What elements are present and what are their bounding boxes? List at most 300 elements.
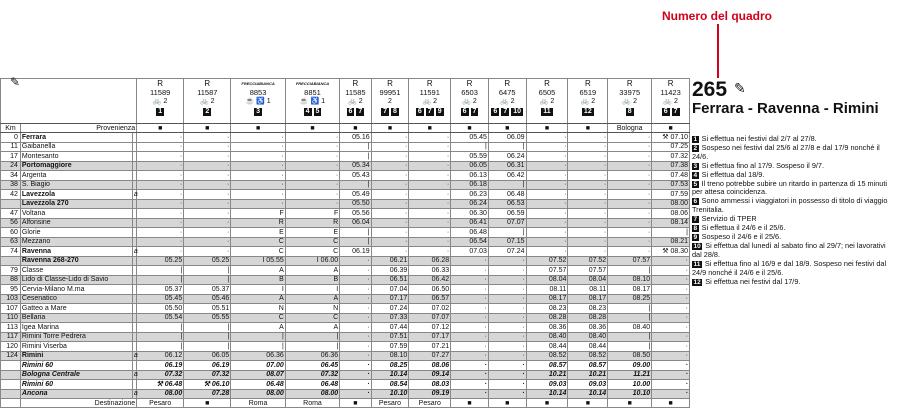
time-cell: ·: [608, 171, 652, 181]
timetable-row: [1, 247, 690, 257]
dest-km-cell: [1, 399, 21, 408]
station-name: Ferrara: [20, 133, 132, 143]
km-cell: 56: [1, 218, 21, 228]
time-cell: |: [608, 332, 652, 342]
time-cell: ·: [526, 152, 568, 162]
note-text: Si effettua dal 18/9.: [701, 169, 765, 179]
time-cell: ·: [652, 266, 690, 276]
time-cell: F: [285, 209, 339, 219]
time-cell: 07.32: [285, 370, 339, 380]
destinazione-cell: Roma: [285, 399, 339, 408]
note-number-box: 10: [693, 242, 701, 250]
time-cell: I 05.55: [231, 256, 285, 266]
regionale-icon: R: [667, 79, 674, 88]
time-cell: 07.02: [409, 304, 451, 314]
time-cell: ·: [409, 190, 451, 200]
timetable-row: [1, 237, 690, 247]
time-cell: 08.03: [409, 380, 451, 390]
time-cell: 07.03: [451, 247, 489, 257]
time-cell: ·: [409, 180, 451, 190]
time-cell: 07.59: [652, 190, 690, 200]
time-cell: 06.24: [451, 199, 489, 209]
time-cell: C: [285, 247, 339, 257]
regionale-icon: R: [204, 79, 211, 88]
time-cell: ·: [340, 332, 371, 342]
time-cell: 08.00: [137, 389, 184, 399]
callout-pointer: [717, 24, 719, 78]
time-cell: ·: [371, 180, 409, 190]
time-cell: ·: [451, 294, 489, 304]
time-cell: ·: [340, 361, 371, 371]
time-cell: 09.00: [608, 361, 652, 371]
time-cell: 05.34: [340, 161, 371, 171]
time-cell: ·: [137, 237, 184, 247]
timetable-row: [1, 171, 690, 181]
time-cell: ·: [652, 370, 690, 380]
provenienza-cell: ■: [526, 124, 568, 133]
time-cell: |: [340, 237, 371, 247]
station-name: Rimini: [20, 351, 132, 361]
arrival-flag: a: [133, 352, 138, 360]
time-cell: ·: [652, 294, 690, 304]
timetable-row: [1, 304, 690, 314]
time-cell: ·: [451, 332, 489, 342]
time-cell: ·: [488, 389, 526, 399]
time-cell: ·: [409, 142, 451, 152]
km-cell: 0: [1, 133, 21, 143]
train-note-boxes: [661, 106, 681, 115]
time-cell: ·: [451, 256, 489, 266]
note-item: [692, 180, 892, 198]
station-name: Mezzano: [20, 237, 132, 247]
time-cell: 06.53: [488, 199, 526, 209]
note-ref-box: 8: [392, 108, 397, 115]
km-header: Km: [1, 124, 21, 133]
time-cell: 10.10: [608, 389, 652, 399]
station-name: Lido di Classe-Lido di Savio: [20, 275, 132, 285]
note-item: [692, 144, 892, 162]
time-cell: 06.36: [231, 351, 285, 361]
time-cell: ·: [409, 199, 451, 209]
train-services-icons: 🚲 2: [499, 98, 515, 105]
note-ref-box: 12: [583, 108, 592, 115]
time-cell: 08.17: [568, 294, 608, 304]
station-name: Bellaria: [20, 313, 132, 323]
time-cell: 08.25: [608, 294, 652, 304]
time-cell: 06.21: [371, 256, 409, 266]
time-cell: ·: [231, 199, 285, 209]
time-cell: A: [285, 266, 339, 276]
time-cell: 06.39: [371, 266, 409, 276]
station-name: Ravenna: [20, 247, 132, 257]
time-cell: ·: [488, 313, 526, 323]
time-cell: 05.46: [184, 294, 231, 304]
time-cell: 06.12: [137, 351, 184, 361]
timetable-row: [1, 142, 690, 152]
time-cell: R: [231, 218, 285, 228]
time-cell: 06.19: [340, 247, 371, 257]
time-cell: 08.44: [526, 342, 568, 352]
time-cell: ·: [137, 199, 184, 209]
km-cell: 47: [1, 209, 21, 219]
time-cell: ·: [285, 171, 339, 181]
time-cell: ·: [451, 342, 489, 352]
time-cell: ·: [451, 313, 489, 323]
time-cell: I: [231, 285, 285, 295]
time-cell: 07.33: [371, 313, 409, 323]
time-cell: 08.25: [371, 361, 409, 371]
station-name: Bologna Centrale: [20, 370, 132, 380]
provenienza-row: [1, 124, 690, 133]
provenienza-cell: ■: [137, 124, 184, 133]
km-cell: 34: [1, 171, 21, 181]
time-cell: ·: [137, 247, 184, 257]
time-cell: ·: [184, 190, 231, 200]
note-text: Si effettua nei festivi dal 2/7 al 27/8.: [701, 134, 817, 143]
time-cell: ·: [285, 133, 339, 143]
notes-list: [692, 135, 892, 286]
note-text: Si effettua fino al 16/9 e dal 18/9. Sospeso nei festivi dal 24/9 nonché il 24/6 e il 25/6.: [692, 258, 887, 277]
time-cell: ·: [568, 142, 608, 152]
train-note-boxes: [380, 106, 400, 115]
time-cell: ·: [526, 237, 568, 247]
time-cell: 06.41: [451, 218, 489, 228]
note-ref-box: 6: [493, 108, 498, 115]
time-cell: ·: [409, 161, 451, 171]
destinazione-cell: ■: [608, 399, 652, 408]
km-cell: 63: [1, 237, 21, 247]
time-cell: 08.14: [652, 218, 690, 228]
time-cell: ·: [526, 171, 568, 181]
train-header-cell: [231, 79, 285, 124]
time-cell: N: [231, 304, 285, 314]
time-cell: ·: [340, 351, 371, 361]
note-number-box: 11: [693, 260, 701, 268]
time-cell: ·: [340, 294, 371, 304]
time-cell: ·: [285, 142, 339, 152]
time-cell: ·: [451, 361, 489, 371]
time-cell: |: [488, 180, 526, 190]
time-cell: 08.10: [608, 275, 652, 285]
time-cell: 10.14: [526, 389, 568, 399]
time-cell: |: [451, 142, 489, 152]
time-cell: ⚒ 08.30: [652, 247, 690, 257]
header-logo-cell: [1, 75, 137, 124]
time-cell: ·: [488, 361, 526, 371]
time-cell: C: [285, 237, 339, 247]
time-cell: ·: [285, 161, 339, 171]
regionale-icon: R: [584, 79, 591, 88]
time-cell: 07.38: [652, 161, 690, 171]
time-cell: 06.54: [451, 237, 489, 247]
time-cell: 08.10: [371, 351, 409, 361]
time-cell: 11.21: [608, 370, 652, 380]
time-cell: ·: [451, 370, 489, 380]
time-cell: 05.55: [184, 313, 231, 323]
time-cell: ·: [652, 342, 690, 352]
time-cell: ·: [409, 228, 451, 238]
time-cell: ·: [340, 266, 371, 276]
time-cell: 08.23: [568, 304, 608, 314]
time-cell: 06.50: [409, 285, 451, 295]
time-cell: 08.17: [608, 285, 652, 295]
time-cell: ·: [371, 152, 409, 162]
regionale-icon: R: [504, 79, 511, 88]
time-cell: ·: [409, 237, 451, 247]
time-cell: ·: [340, 370, 371, 380]
time-cell: |: [285, 342, 339, 352]
train-header-cell: [285, 79, 339, 124]
destinazione-cell: Pesaro: [409, 399, 451, 408]
train-services-icons: 🚲 2: [348, 98, 363, 105]
time-cell: ·: [451, 323, 489, 333]
time-cell: 05.54: [137, 313, 184, 323]
train-number: 11585: [345, 88, 366, 97]
note-text: Il treno potrebbe subire un ritardo in partenza di 15 minuti per attesa coincidenza.: [692, 178, 887, 197]
time-cell: ·: [409, 152, 451, 162]
time-cell: 08.21: [652, 237, 690, 247]
train-services-icons: 🚲 2: [462, 98, 477, 105]
km-cell: [1, 370, 21, 380]
provenienza-cell: ■: [488, 124, 526, 133]
time-cell: 06.05: [451, 161, 489, 171]
regionale-icon: R: [426, 79, 433, 88]
note-ref-box: 3: [256, 108, 261, 115]
time-cell: 08.11: [526, 285, 568, 295]
time-cell: ·: [137, 152, 184, 162]
station-name: Classe: [20, 266, 132, 276]
time-cell: ·: [568, 171, 608, 181]
time-cell: 07.04: [371, 285, 409, 295]
note-number-box: 8: [693, 225, 698, 233]
time-cell: |: [340, 180, 371, 190]
timetable-row: [1, 389, 690, 399]
time-cell: ·: [608, 190, 652, 200]
timetable-row: [1, 190, 690, 200]
timetable-row: [1, 152, 690, 162]
km-cell: 124: [1, 351, 21, 361]
station-name: Voltana: [20, 209, 132, 219]
train-header-cell: [608, 79, 652, 124]
time-cell: 05.56: [340, 209, 371, 219]
time-cell: 05.50: [340, 199, 371, 209]
time-cell: ⚒ 06.48: [137, 380, 184, 390]
train-header-cell: [526, 79, 568, 124]
time-cell: ·: [608, 199, 652, 209]
time-cell: 10.21: [568, 370, 608, 380]
time-cell: ·: [137, 142, 184, 152]
time-cell: ·: [409, 218, 451, 228]
time-cell: ·: [231, 152, 285, 162]
note-ref-box: 11: [543, 108, 551, 115]
time-cell: 07.32: [652, 152, 690, 162]
time-cell: ·: [526, 247, 568, 257]
km-cell: 107: [1, 304, 21, 314]
train-number: 99951: [379, 88, 401, 97]
train-number: 8853: [249, 88, 267, 97]
train-services-icons: 2: [388, 98, 392, 105]
timetable-row: [1, 351, 690, 361]
time-cell: |: [488, 228, 526, 238]
time-cell: 06.48: [488, 190, 526, 200]
train-note-boxes: [581, 106, 595, 115]
time-cell: ⚒ 06.10: [184, 380, 231, 390]
time-cell: ·: [184, 209, 231, 219]
time-cell: |: [340, 228, 371, 238]
time-cell: 06.04: [340, 218, 371, 228]
time-cell: ·: [371, 228, 409, 238]
time-cell: I 06.00: [285, 256, 339, 266]
train-header-cell: [451, 79, 489, 124]
note-text: Sospeso il 24/6 e il 25/6.: [701, 231, 782, 241]
time-cell: ·: [451, 351, 489, 361]
km-cell: 95: [1, 285, 21, 295]
time-cell: |: [608, 266, 652, 276]
note-ref-box: 1: [158, 108, 163, 115]
time-cell: ·: [409, 171, 451, 181]
time-cell: ·: [231, 161, 285, 171]
note-ref-box: 6: [417, 108, 422, 115]
time-cell: ·: [184, 199, 231, 209]
time-cell: |: [652, 228, 690, 238]
time-cell: ·: [568, 180, 608, 190]
km-cell: [1, 256, 21, 266]
callout-label: Numero del quadro: [662, 9, 773, 23]
train-number: 6519: [579, 88, 597, 97]
time-cell: 06.57: [409, 294, 451, 304]
time-cell: 06.36: [285, 351, 339, 361]
timetable-row: [1, 370, 690, 380]
time-cell: 07.00: [231, 361, 285, 371]
time-cell: 10.00: [608, 380, 652, 390]
time-cell: 08.07: [231, 370, 285, 380]
time-cell: ·: [568, 199, 608, 209]
train-header-cell: [371, 79, 409, 124]
train-note-boxes: [460, 106, 480, 115]
time-cell: ·: [409, 133, 451, 143]
note-text: Sospeso nei festivi dal 25/6 al 27/8 e dal 17/9 nonché il 24/6.: [692, 142, 880, 161]
km-cell: 38: [1, 180, 21, 190]
time-cell: ·: [371, 237, 409, 247]
time-cell: 08.17: [526, 294, 568, 304]
time-cell: C: [231, 313, 285, 323]
timetable-row: [1, 361, 690, 371]
time-cell: R: [285, 218, 339, 228]
time-cell: ·: [652, 275, 690, 285]
note-number-box: 3: [693, 162, 698, 170]
time-cell: 08.40: [608, 323, 652, 333]
time-cell: B: [285, 275, 339, 285]
time-cell: ·: [409, 247, 451, 257]
station-name: Portomaggiore: [20, 161, 132, 171]
frecciabianca-logo: FRECCIABIANCA: [241, 81, 275, 86]
time-cell: |: [184, 332, 231, 342]
time-cell: 07.15: [488, 237, 526, 247]
time-cell: 08.44: [568, 342, 608, 352]
time-cell: ·: [526, 161, 568, 171]
time-cell: ·: [451, 266, 489, 276]
time-cell: 06.42: [488, 171, 526, 181]
provenienza-label: Provenienza: [20, 124, 136, 133]
time-cell: ·: [371, 199, 409, 209]
time-cell: ·: [652, 332, 690, 342]
time-cell: ·: [371, 247, 409, 257]
time-cell: 05.50: [137, 304, 184, 314]
time-cell: 07.24: [488, 247, 526, 257]
time-cell: 06.30: [451, 209, 489, 219]
time-cell: ·: [231, 142, 285, 152]
time-cell: 08.04: [568, 275, 608, 285]
time-cell: ·: [652, 323, 690, 333]
train-services-icons: 🚲 2: [422, 98, 438, 105]
train-note-boxes: [346, 106, 366, 115]
note-ref-box: 5: [315, 108, 320, 115]
station-name: Rimini Torre Pedrera: [20, 332, 132, 342]
time-cell: ·: [526, 133, 568, 143]
time-cell: 09.03: [526, 380, 568, 390]
time-cell: ·: [184, 180, 231, 190]
time-cell: A: [285, 294, 339, 304]
time-cell: 06.19: [137, 361, 184, 371]
time-cell: ·: [184, 237, 231, 247]
time-cell: 07.51: [371, 332, 409, 342]
timetable-row: [1, 199, 690, 209]
time-cell: E: [231, 228, 285, 238]
provenienza-cell: ■: [652, 124, 690, 133]
train-services-icons: 🚲 2: [580, 98, 596, 105]
time-cell: 05.16: [340, 133, 371, 143]
time-cell: ·: [488, 370, 526, 380]
train-number: 11589: [150, 88, 171, 97]
time-cell: 07.44: [371, 323, 409, 333]
note-text: Si effettua nei festivi dal 17/9.: [705, 276, 801, 286]
time-cell: 08.28: [526, 313, 568, 323]
note-ref-box: 7: [358, 108, 363, 115]
train-services-icons: ☕ ♿ 1: [299, 98, 326, 105]
time-cell: 06.05: [184, 351, 231, 361]
km-cell: 113: [1, 323, 21, 333]
train-number: 11423: [660, 88, 681, 97]
regionale-icon: R: [387, 79, 393, 88]
km-cell: 60: [1, 228, 21, 238]
time-cell: 07.52: [526, 256, 568, 266]
time-cell: ·: [608, 209, 652, 219]
time-cell: 08.52: [568, 351, 608, 361]
time-cell: N: [285, 304, 339, 314]
frecciabianca-logo: FRECCIABIANCA: [295, 81, 330, 86]
train-note-boxes: [490, 106, 524, 115]
time-cell: |: [184, 323, 231, 333]
time-cell: ·: [488, 323, 526, 333]
time-cell: ·: [137, 209, 184, 219]
time-cell: ·: [340, 304, 371, 314]
train-header-cell: [652, 79, 690, 124]
time-cell: 08.40: [526, 332, 568, 342]
note-ref-box: 2: [205, 108, 210, 115]
time-cell: ·: [137, 218, 184, 228]
time-cell: 08.28: [568, 313, 608, 323]
time-cell: ·: [137, 228, 184, 238]
time-cell: ·: [488, 304, 526, 314]
time-cell: ·: [568, 152, 608, 162]
time-cell: 09.19: [409, 389, 451, 399]
note-item: [692, 260, 892, 278]
train-services-icons: 🚲 2: [539, 98, 555, 105]
time-cell: ·: [568, 161, 608, 171]
station-name: Montesanto: [20, 152, 132, 162]
regionale-icon: R: [352, 79, 359, 88]
timetable-row: [1, 380, 690, 390]
